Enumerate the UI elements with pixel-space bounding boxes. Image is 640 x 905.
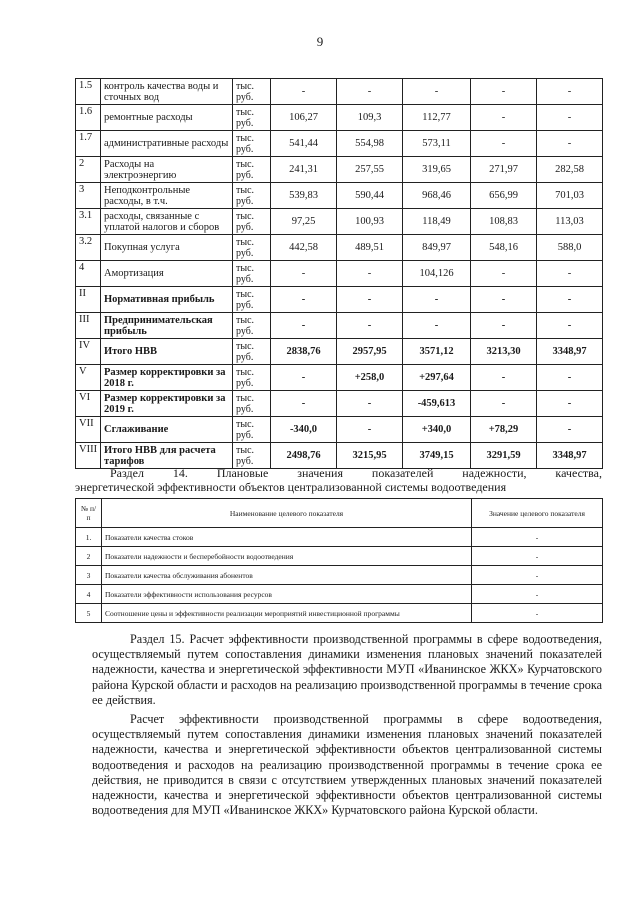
row-value: - — [537, 391, 603, 417]
row-value: 3215,95 — [337, 443, 403, 469]
indicator-number: 1. — [76, 528, 102, 547]
indicator-row — [76, 566, 603, 585]
row-value: - — [271, 313, 337, 339]
row-value: - — [471, 261, 537, 287]
row-name: административные расходы — [101, 131, 233, 157]
row-value: - — [337, 391, 403, 417]
row-name: Итого НВВ — [101, 339, 233, 365]
row-value: 108,83 — [471, 209, 537, 235]
row-value: 968,46 — [403, 183, 471, 209]
row-code: 1.7 — [76, 131, 101, 157]
section-15-body — [92, 712, 602, 818]
row-value: - — [471, 79, 537, 105]
indicator-name: Показатели эффективности использования ресурсов — [102, 585, 472, 604]
row-value: 3213,30 — [471, 339, 537, 365]
indicators-header-value: Значение целевого показателя — [472, 499, 603, 528]
row-value: +297,64 — [403, 365, 471, 391]
financial-row — [76, 79, 603, 105]
financial-row — [76, 365, 603, 391]
row-code: IV — [76, 339, 101, 365]
row-unit: тыс. руб. — [233, 391, 271, 417]
row-value: 97,25 — [271, 209, 337, 235]
row-name: Амортизация — [101, 261, 233, 287]
row-value: - — [403, 287, 471, 313]
row-code: 1.6 — [76, 105, 101, 131]
row-unit: тыс. руб. — [233, 183, 271, 209]
indicator-number: 2 — [76, 547, 102, 566]
row-value: 2838,76 — [271, 339, 337, 365]
row-value: - — [403, 79, 471, 105]
row-value: +258,0 — [337, 365, 403, 391]
indicator-name: Показатели качества обслуживания абонентов — [102, 566, 472, 585]
row-value: - — [271, 287, 337, 313]
row-unit: тыс. руб. — [233, 313, 271, 339]
row-value: 3571,12 — [403, 339, 471, 365]
indicator-value: - — [472, 604, 603, 623]
row-value: 548,16 — [471, 235, 537, 261]
row-name: Сглаживание — [101, 417, 233, 443]
financial-row — [76, 339, 603, 365]
indicator-value: - — [472, 585, 603, 604]
row-value: 104,126 — [403, 261, 471, 287]
row-value: 442,58 — [271, 235, 337, 261]
row-unit: тыс. руб. — [233, 209, 271, 235]
row-value: - — [537, 105, 603, 131]
row-value: 849,97 — [403, 235, 471, 261]
indicator-value: - — [472, 547, 603, 566]
indicator-row — [76, 604, 603, 623]
row-value: - — [337, 79, 403, 105]
row-value: 588,0 — [537, 235, 603, 261]
financial-row — [76, 105, 603, 131]
row-value: 100,93 — [337, 209, 403, 235]
financial-row — [76, 183, 603, 209]
row-code: II — [76, 287, 101, 313]
row-value: 112,77 — [403, 105, 471, 131]
row-name: Покупная услуга — [101, 235, 233, 261]
row-value: - — [271, 79, 337, 105]
row-code: VI — [76, 391, 101, 417]
row-value: - — [337, 313, 403, 339]
section-15-heading — [92, 632, 602, 708]
row-value: - — [537, 131, 603, 157]
page-number: 9 — [316, 34, 324, 49]
row-value: 656,99 — [471, 183, 537, 209]
row-code: 4 — [76, 261, 101, 287]
row-code: 3.2 — [76, 235, 101, 261]
financial-row — [76, 235, 603, 261]
indicator-row — [76, 585, 603, 604]
section-14-line-2: энергетической эффективности объектов централизованной системы водоотведения — [75, 480, 507, 494]
row-value: 3348,97 — [537, 339, 603, 365]
row-value: 539,83 — [271, 183, 337, 209]
row-value: 489,51 — [337, 235, 403, 261]
row-unit: тыс. руб. — [233, 417, 271, 443]
section-15-heading-text: Раздел 15. Расчет эффективности производственной программы в сфере водоотведения, осуществляемый путем сопоставления динамики изменения плановых значений показателей надежности, качества и энергетической эффективности МУП «Иванинское ЖКХ» Курчатовского района Курской области и расходов на реализацию производственной программы в течение срока ее действия. — [92, 632, 602, 707]
row-unit: тыс. руб. — [233, 443, 271, 469]
row-value: - — [537, 365, 603, 391]
row-value: 2498,76 — [271, 443, 337, 469]
row-value: 3291,59 — [471, 443, 537, 469]
row-code: V — [76, 365, 101, 391]
row-value: - — [337, 287, 403, 313]
row-unit: тыс. руб. — [233, 365, 271, 391]
indicator-value: - — [472, 528, 603, 547]
financial-row — [76, 261, 603, 287]
row-value: - — [537, 313, 603, 339]
row-value: - — [537, 79, 603, 105]
row-value: 113,03 — [537, 209, 603, 235]
indicator-row — [76, 528, 603, 547]
row-value: - — [271, 365, 337, 391]
row-value: 241,31 — [271, 157, 337, 183]
financial-table — [75, 78, 603, 469]
row-value: - — [403, 313, 471, 339]
row-unit: тыс. руб. — [233, 105, 271, 131]
row-value: 257,55 — [337, 157, 403, 183]
row-value: 282,58 — [537, 157, 603, 183]
row-value: - — [537, 261, 603, 287]
row-name: расходы, связанные с уплатой налогов и сборов — [101, 209, 233, 235]
row-name: Предпринимательская прибыль — [101, 313, 233, 339]
row-value: - — [271, 391, 337, 417]
row-value: 118,49 — [403, 209, 471, 235]
section-14-line-1: Раздел 14. Плановые значения показателей надежности, качества, — [110, 466, 602, 480]
row-value: - — [337, 261, 403, 287]
row-value: -459,613 — [403, 391, 471, 417]
indicator-number: 4 — [76, 585, 102, 604]
row-value: 109,3 — [337, 105, 403, 131]
row-name: контроль качества воды и сточных вод — [101, 79, 233, 105]
row-value: - — [471, 105, 537, 131]
indicator-row — [76, 547, 603, 566]
row-code: 3.1 — [76, 209, 101, 235]
row-unit: тыс. руб. — [233, 287, 271, 313]
row-unit: тыс. руб. — [233, 261, 271, 287]
row-value: 554,98 — [337, 131, 403, 157]
row-value: 590,44 — [337, 183, 403, 209]
row-value: - — [337, 417, 403, 443]
indicators-header-number: № п/п — [76, 499, 102, 528]
row-value: +340,0 — [403, 417, 471, 443]
row-name: Размер корректировки за 2019 г. — [101, 391, 233, 417]
indicator-name: Показатели надежности и бесперебойности водоотведения — [102, 547, 472, 566]
row-name: Размер корректировки за 2018 г. — [101, 365, 233, 391]
row-name: Неподконтрольные расходы, в т.ч. — [101, 183, 233, 209]
row-value: 106,27 — [271, 105, 337, 131]
indicator-value: - — [472, 566, 603, 585]
financial-row — [76, 313, 603, 339]
row-code: VII — [76, 417, 101, 443]
row-value: - — [471, 313, 537, 339]
row-name: Расходы на электроэнергию — [101, 157, 233, 183]
row-name: Итого НВВ для расчета тарифов — [101, 443, 233, 469]
row-value: 271,97 — [471, 157, 537, 183]
indicators-table — [75, 498, 603, 623]
section-14-title — [75, 466, 602, 494]
row-unit: тыс. руб. — [233, 339, 271, 365]
row-unit: тыс. руб. — [233, 235, 271, 261]
row-code: 3 — [76, 183, 101, 209]
row-code: VIII — [76, 443, 101, 469]
row-code: 1.5 — [76, 79, 101, 105]
financial-row — [76, 131, 603, 157]
financial-row — [76, 157, 603, 183]
row-unit: тыс. руб. — [233, 157, 271, 183]
financial-row — [76, 209, 603, 235]
section-15-body-text: Расчет эффективности производственной программы в сфере водоотведения, осуществляемый путем сопоставления динамики изменения плановых значений показателей надежности, качества и энергетической эффективности объектов централизованной системы водоотведения и расходов на реализацию производственной программы в течение срока ее действия, не приводится в связи с отсутствием утвержденных плановых значений показателей надежности, качества и энергетической эффективности объектов централизованной системы водоотведения для МУП «Иванинское ЖКХ» Курчатовского района Курской области. — [92, 712, 602, 818]
row-code: 2 — [76, 157, 101, 183]
row-value: - — [471, 287, 537, 313]
row-value: - — [271, 261, 337, 287]
row-value: 541,44 — [271, 131, 337, 157]
row-value: - — [537, 417, 603, 443]
indicators-header-name: Наименование целевого показателя — [102, 499, 472, 528]
indicator-number: 3 — [76, 566, 102, 585]
row-value: 3749,15 — [403, 443, 471, 469]
row-code: III — [76, 313, 101, 339]
indicator-number: 5 — [76, 604, 102, 623]
row-value: -340,0 — [271, 417, 337, 443]
row-value: 319,65 — [403, 157, 471, 183]
financial-row — [76, 417, 603, 443]
row-name: ремонтные расходы — [101, 105, 233, 131]
indicator-name: Показатели качества стоков — [102, 528, 472, 547]
row-value: - — [471, 365, 537, 391]
financial-row — [76, 391, 603, 417]
financial-row — [76, 443, 603, 469]
row-value: 3348,97 — [537, 443, 603, 469]
row-value: - — [471, 391, 537, 417]
row-value: 2957,95 — [337, 339, 403, 365]
row-value: +78,29 — [471, 417, 537, 443]
row-unit: тыс. руб. — [233, 79, 271, 105]
row-value: 573,11 — [403, 131, 471, 157]
row-value: - — [471, 131, 537, 157]
row-name: Нормативная прибыль — [101, 287, 233, 313]
indicator-name: Соотношение цены и эффективности реализации мероприятий инвестиционной программы — [102, 604, 472, 623]
row-unit: тыс. руб. — [233, 131, 271, 157]
row-value: - — [537, 287, 603, 313]
row-value: 701,03 — [537, 183, 603, 209]
financial-row — [76, 287, 603, 313]
